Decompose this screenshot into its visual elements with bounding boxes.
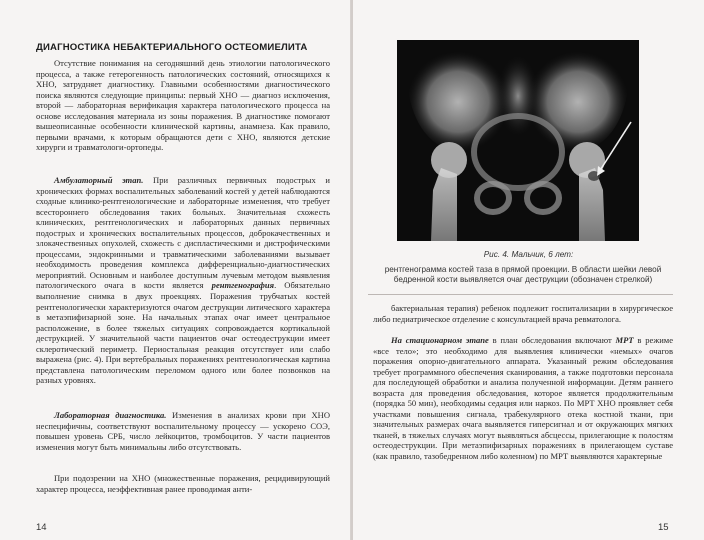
section-heading: ДИАГНОСТИКА НЕБАКТЕРИАЛЬНОГО ОСТЕОМИЕЛИТА — [36, 42, 308, 53]
continuation-text: бактериальная терапия) ребенок подлежит госпитализации в хирургическое либо педиатрическое отделение с консультацией врача ревматолога. — [373, 303, 673, 324]
pelvis-xray-image — [397, 40, 639, 241]
inpatient-mrt: МРТ — [615, 335, 634, 345]
caption-divider — [368, 294, 673, 295]
ambulatory-lead: Амбулаторный этап. — [54, 175, 144, 185]
ambulatory-paragraph — [36, 175, 330, 386]
inpatient-lead: На стационарном этапе — [391, 335, 489, 345]
ambulatory-keyword: рентгенография — [211, 280, 275, 291]
ambulatory-text-2: . Обязательно выполнение снимка в двух проекциях. Поражения трубчатых костей рентгенологически характеризуются очагом деструкции литического характера в метаэпифизарной зоне. На начальных этапах очаг имеет центральное расположение, в более тяжелых ситуациях сопровождается кортикальной деструкцией. У значительной части пациентов очаг остеодеструкции имеет склеротический периметр. Периостальная реакция отсутствует или слабо выражена (рис. 4). При вертебральных поражениях рентгенологическая картина представлена патологическим переломом одного или более позвонков на разных уровнях. — [36, 280, 330, 386]
inpatient-paragraph — [373, 335, 673, 462]
ambulatory-text-1: При различных первичных подострых и хронических формах воспалительных заболеваний костей у детей наблюдаются сходные клинико-рентгенологические и лабораторные изменения, что требует всестороннего обследования таких больных. Значительная схожесть клинических, рентгенологических и лабораторных данных первичных подострых и хронических воспалительных процессов, доброкачественных и злокачественных опухолей, схожесть с диспластическими и дистрофическими процессами, эндокринными и травматическими заболеваниями вызывает необходимость проведения комплекса дифференциально-диагностических мероприятий. Основным и наиболее доступным лучевым методом выявления патологического очага в кости является — [36, 175, 330, 291]
page-number-right: 15 — [658, 522, 669, 533]
inpatient-text-2: в режиме «все тело»; это необходимо для выявления клинически «немых» очагов поражения опорно-двигательного аппарата. Указанный режим обследования требует программного обеспечения сканирования, а также подготовки персонала для последующей обработки и анализа полученной информации. Детям раннего возраста для проведения обследования, которое является продолжительным (порядка 50 мин), необходимы седация или наркоз. По МРТ ХНО проявляет себя участками повышения сигнала, трабекулярного отека костной ткани, при значительных размерах очага выявляется гиперсигнал и от окружающих мягких тканей, в тяжелых случаях могут выявляться абсцессы, прилегающие к полостям остеодеструкции. При метаэпифизарных поражениях в прилегающем суставе (как правило, тазобедренном либо коленном) по МРТ выявляются характерные — [373, 335, 673, 462]
continuation-paragraph — [373, 303, 673, 324]
intro-paragraph: Отсутствие понимания на сегодняшний день этиологии патологического процесса, а также гетерогенность патологических состояний, относящихся к ХНО, затрудняет диагностику. Главными особенностями диагностического поиска являются следующие принципы: первый ХНО — диагноз исключения, второй — лабораторная верификация характера патологического процесса на основе исследования материала из зоны поражения. В диагностике помогают вышеописанные особенности клинической картины, анамнеза. Как правило, первыми врачами, к которым обращаются дети с ХНО, являются детские хирурги и травматологи-ортопеды. — [36, 58, 330, 153]
figure-title: Рис. 4. Мальчик, 6 лет: — [483, 250, 574, 259]
lab-lead: Лабораторная диагностика. — [54, 410, 167, 420]
lab-text: Изменения в анализах крови при ХНО неспецифичны, соответствуют воспалительному процессу — ускорено СОЭ, повышен уровень СРБ, число лейкоцитов, тромбоцитов. У части пациентов изменения могут быть минимальны либо отсутствовать. — [36, 410, 330, 452]
inpatient-text-1: в план обследования включают — [488, 335, 616, 345]
xray-drawing — [397, 40, 639, 241]
page-number-left: 14 — [36, 522, 47, 533]
suspicion-paragraph: При подозрении на ХНО (множественные поражения, рецидивирующий характер процесса, неэффективная ранее проводимая анти- — [36, 473, 330, 494]
lab-paragraph — [36, 410, 330, 452]
figure-caption: рентгенограмма костей таза в прямой проекции. В области шейки левой бедренной кости выявляется очаг деструкции (обозначен стрелкой) — [384, 265, 662, 285]
